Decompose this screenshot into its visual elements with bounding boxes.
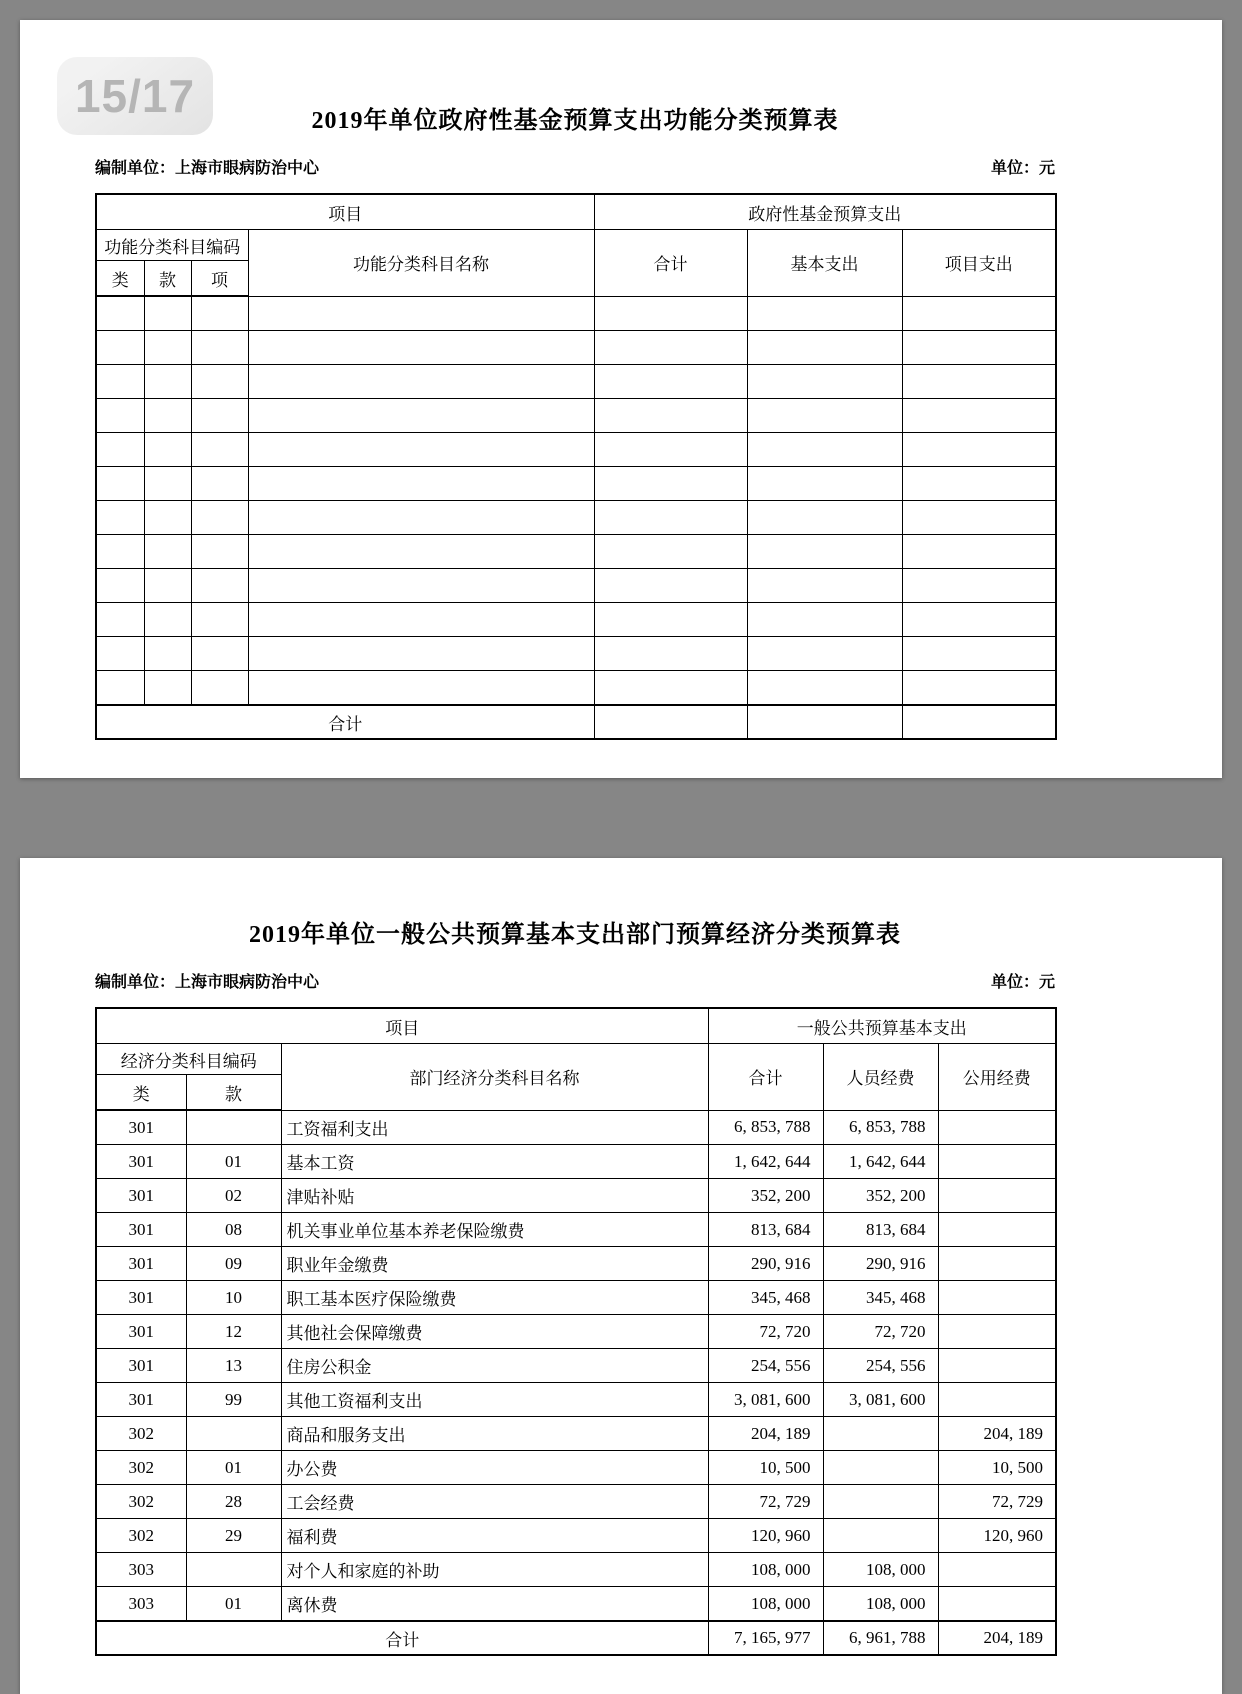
empty-cell (144, 637, 191, 671)
total-label-cell: 合计 (96, 1621, 708, 1655)
empty-row (96, 296, 1056, 331)
header-project-expenditure-cell: 项目支出 (902, 230, 1056, 297)
empty-cell (248, 331, 594, 365)
empty-cell (144, 433, 191, 467)
code-kuan-cell: 01 (186, 1145, 281, 1179)
empty-cell (594, 331, 747, 365)
code-lei-cell: 301 (96, 1349, 186, 1383)
code-lei-cell: 302 (96, 1519, 186, 1553)
budget-data-row (96, 1519, 1056, 1553)
empty-cell (96, 535, 144, 569)
header-row-2 (96, 230, 1056, 261)
total-row (96, 705, 1056, 739)
empty-cell (144, 365, 191, 399)
amount-public-cell (938, 1213, 1056, 1247)
budget-data-row (96, 1553, 1056, 1587)
empty-cell (747, 467, 902, 501)
budget-data-row (96, 1315, 1056, 1349)
budget-data-row (96, 1213, 1056, 1247)
empty-cell (191, 399, 248, 433)
empty-cell (191, 637, 248, 671)
empty-cell (747, 399, 902, 433)
amount-personnel-cell: 6, 853, 788 (823, 1110, 938, 1145)
amount-total-cell: 1, 642, 644 (708, 1145, 823, 1179)
code-lei-cell: 303 (96, 1553, 186, 1587)
amount-total-cell: 813, 684 (708, 1213, 823, 1247)
empty-cell (594, 671, 747, 706)
empty-cell (144, 535, 191, 569)
empty-cell (96, 501, 144, 535)
subject-name-cell: 职业年金缴费 (281, 1247, 708, 1281)
empty-row (96, 671, 1056, 706)
amount-public-cell (938, 1145, 1056, 1179)
amount-public-cell: 120, 960 (938, 1519, 1056, 1553)
amount-unit-label: 单位：元 (990, 160, 1055, 177)
header-name-column-cell: 功能分类科目名称 (248, 230, 594, 297)
code-kuan-cell: 01 (186, 1587, 281, 1622)
document-page-2 (20, 858, 1222, 1694)
amount-public-cell (938, 1383, 1056, 1417)
code-lei-cell: 302 (96, 1451, 186, 1485)
empty-cell (96, 603, 144, 637)
empty-cell (747, 365, 902, 399)
amount-personnel-cell: 254, 556 (823, 1349, 938, 1383)
empty-cell (144, 399, 191, 433)
amount-personnel-cell (823, 1519, 938, 1553)
code-lei-cell: 301 (96, 1383, 186, 1417)
total-label-cell: 合计 (96, 705, 594, 739)
total-row (96, 1621, 1056, 1655)
subject-name-cell: 离休费 (281, 1587, 708, 1622)
empty-row (96, 365, 1056, 399)
amount-public-cell (938, 1553, 1056, 1587)
header-kuan-cell: 款 (186, 1075, 281, 1111)
empty-cell (96, 365, 144, 399)
amount-total-cell: 345, 468 (708, 1281, 823, 1315)
empty-cell (902, 331, 1056, 365)
empty-row (96, 535, 1056, 569)
empty-cell (191, 433, 248, 467)
code-kuan-cell (186, 1110, 281, 1145)
empty-cell (248, 501, 594, 535)
empty-cell (902, 603, 1056, 637)
code-lei-cell: 301 (96, 1213, 186, 1247)
amount-personnel-cell: 108, 000 (823, 1553, 938, 1587)
subject-name-cell: 职工基本医疗保险缴费 (281, 1281, 708, 1315)
amount-public-cell (938, 1247, 1056, 1281)
amount-personnel-cell (823, 1417, 938, 1451)
prepared-by-label: 编制单位：上海市眼病防治中心 (95, 160, 320, 177)
economic-classification-table (95, 1007, 1057, 1656)
amount-unit-label: 单位：元 (990, 974, 1055, 991)
empty-cell (594, 399, 747, 433)
header-row-1 (96, 1008, 1056, 1044)
empty-cell (594, 637, 747, 671)
subject-name-cell: 住房公积金 (281, 1349, 708, 1383)
subject-name-cell: 工会经费 (281, 1485, 708, 1519)
budget-data-row (96, 1587, 1056, 1622)
total-sum-cell: 7, 165, 977 (708, 1621, 823, 1655)
empty-cell (96, 399, 144, 433)
empty-cell (248, 433, 594, 467)
amount-total-cell: 6, 853, 788 (708, 1110, 823, 1145)
empty-cell (96, 331, 144, 365)
empty-cell (144, 671, 191, 706)
empty-cell (594, 501, 747, 535)
subject-name-cell: 机关事业单位基本养老保险缴费 (281, 1213, 708, 1247)
empty-cell (747, 603, 902, 637)
empty-cell (747, 535, 902, 569)
empty-cell (144, 331, 191, 365)
amount-total-cell: 120, 960 (708, 1519, 823, 1553)
empty-cell (96, 467, 144, 501)
document-title: 2019年单位一般公共预算基本支出部门预算经济分类预算表 (249, 922, 901, 948)
empty-cell (144, 467, 191, 501)
empty-cell (248, 569, 594, 603)
amount-personnel-cell (823, 1451, 938, 1485)
amount-total-cell: 352, 200 (708, 1179, 823, 1213)
subject-name-cell: 工资福利支出 (281, 1110, 708, 1145)
header-total-cell: 合计 (708, 1044, 823, 1111)
subject-name-cell: 基本工资 (281, 1145, 708, 1179)
empty-cell (594, 569, 747, 603)
header-row-1 (96, 194, 1056, 230)
budget-data-row (96, 1145, 1056, 1179)
empty-cell (248, 603, 594, 637)
empty-row (96, 603, 1056, 637)
amount-personnel-cell: 290, 916 (823, 1247, 938, 1281)
code-kuan-cell: 99 (186, 1383, 281, 1417)
subject-name-cell: 津贴补贴 (281, 1179, 708, 1213)
empty-row (96, 399, 1056, 433)
empty-cell (191, 569, 248, 603)
amount-personnel-cell: 1, 642, 644 (823, 1145, 938, 1179)
code-lei-cell: 301 (96, 1179, 186, 1213)
header-expenditure-group-cell: 政府性基金预算支出 (594, 194, 1056, 230)
amount-total-cell: 72, 729 (708, 1485, 823, 1519)
empty-cell (902, 399, 1056, 433)
empty-cell (144, 501, 191, 535)
subject-name-cell: 办公费 (281, 1451, 708, 1485)
document-title: 2019年单位政府性基金预算支出功能分类预算表 (311, 108, 839, 134)
header-lei-cell: 类 (96, 1075, 186, 1111)
code-kuan-cell: 28 (186, 1485, 281, 1519)
meta-row (95, 155, 1055, 178)
amount-total-cell: 108, 000 (708, 1553, 823, 1587)
empty-cell (96, 569, 144, 603)
header-personnel-funds-cell: 人员经费 (823, 1044, 938, 1111)
empty-cell (594, 603, 747, 637)
empty-cell (747, 569, 902, 603)
code-lei-cell: 301 (96, 1281, 186, 1315)
total-personnel-cell: 6, 961, 788 (823, 1621, 938, 1655)
empty-cell (191, 603, 248, 637)
header-name-column-cell: 部门经济分类科目名称 (281, 1044, 708, 1111)
empty-cell (191, 331, 248, 365)
amount-personnel-cell: 352, 200 (823, 1179, 938, 1213)
total-project-cell (902, 705, 1056, 739)
page2-content (95, 858, 1055, 1656)
code-kuan-cell: 02 (186, 1179, 281, 1213)
empty-cell (144, 296, 191, 331)
header-expenditure-group-cell: 一般公共预算基本支出 (708, 1008, 1056, 1044)
empty-cell (594, 365, 747, 399)
document-page-1 (20, 20, 1222, 778)
code-lei-cell: 301 (96, 1110, 186, 1145)
amount-public-cell (938, 1179, 1056, 1213)
empty-row (96, 331, 1056, 365)
amount-personnel-cell: 72, 720 (823, 1315, 938, 1349)
header-code-group-cell: 功能分类科目编码 (96, 230, 248, 261)
code-kuan-cell: 01 (186, 1451, 281, 1485)
amount-total-cell: 204, 189 (708, 1417, 823, 1451)
subject-name-cell: 商品和服务支出 (281, 1417, 708, 1451)
budget-data-row (96, 1383, 1056, 1417)
subject-name-cell: 其他社会保障缴费 (281, 1315, 708, 1349)
amount-public-cell (938, 1315, 1056, 1349)
empty-cell (248, 296, 594, 331)
empty-cell (902, 637, 1056, 671)
empty-cell (747, 331, 902, 365)
empty-cell (902, 501, 1056, 535)
empty-cell (191, 501, 248, 535)
empty-rows-body (96, 296, 1056, 705)
budget-data-row (96, 1349, 1056, 1383)
code-kuan-cell: 08 (186, 1213, 281, 1247)
empty-cell (96, 433, 144, 467)
empty-cell (191, 535, 248, 569)
empty-row (96, 637, 1056, 671)
total-public-cell: 204, 189 (938, 1621, 1056, 1655)
code-lei-cell: 301 (96, 1247, 186, 1281)
header-code-group-cell: 经济分类科目编码 (96, 1044, 281, 1075)
amount-public-cell (938, 1110, 1056, 1145)
amount-public-cell: 204, 189 (938, 1417, 1056, 1451)
code-kuan-cell: 13 (186, 1349, 281, 1383)
empty-cell (96, 296, 144, 331)
empty-cell (747, 637, 902, 671)
empty-row (96, 501, 1056, 535)
empty-cell (248, 535, 594, 569)
empty-cell (902, 296, 1056, 331)
budget-data-row (96, 1451, 1056, 1485)
empty-cell (594, 535, 747, 569)
subject-name-cell: 其他工资福利支出 (281, 1383, 708, 1417)
empty-cell (248, 399, 594, 433)
empty-cell (191, 296, 248, 331)
empty-row (96, 467, 1056, 501)
amount-public-cell (938, 1349, 1056, 1383)
fund-expenditure-table (95, 193, 1057, 740)
code-kuan-cell: 12 (186, 1315, 281, 1349)
empty-cell (144, 603, 191, 637)
amount-total-cell: 3, 081, 600 (708, 1383, 823, 1417)
amount-public-cell: 10, 500 (938, 1451, 1056, 1485)
total-basic-cell (747, 705, 902, 739)
code-kuan-cell (186, 1417, 281, 1451)
code-kuan-cell (186, 1553, 281, 1587)
empty-cell (902, 671, 1056, 706)
header-row-2 (96, 1044, 1056, 1075)
empty-cell (144, 569, 191, 603)
code-lei-cell: 302 (96, 1417, 186, 1451)
code-lei-cell: 301 (96, 1145, 186, 1179)
empty-cell (248, 467, 594, 501)
meta-row (95, 969, 1055, 992)
empty-row (96, 433, 1056, 467)
empty-cell (191, 671, 248, 706)
header-project-cell: 项目 (96, 1008, 708, 1044)
header-kuan-cell: 款 (144, 261, 191, 297)
code-kuan-cell: 10 (186, 1281, 281, 1315)
empty-cell (248, 365, 594, 399)
empty-cell (594, 433, 747, 467)
page-indicator-badge: 15/17 (57, 57, 213, 135)
empty-cell (191, 467, 248, 501)
empty-cell (248, 671, 594, 706)
empty-cell (96, 671, 144, 706)
empty-cell (902, 365, 1056, 399)
empty-cell (747, 296, 902, 331)
data-rows-body (96, 1110, 1056, 1621)
header-total-cell: 合计 (594, 230, 747, 297)
header-project-cell: 项目 (96, 194, 594, 230)
code-kuan-cell: 09 (186, 1247, 281, 1281)
amount-personnel-cell: 3, 081, 600 (823, 1383, 938, 1417)
empty-cell (747, 671, 902, 706)
amount-total-cell: 10, 500 (708, 1451, 823, 1485)
page1-content (95, 20, 1055, 740)
prepared-by-label: 编制单位：上海市眼病防治中心 (95, 974, 320, 991)
empty-cell (594, 296, 747, 331)
empty-cell (747, 433, 902, 467)
total-sum-cell (594, 705, 747, 739)
budget-data-row (96, 1485, 1056, 1519)
empty-cell (96, 637, 144, 671)
header-basic-expenditure-cell: 基本支出 (747, 230, 902, 297)
amount-total-cell: 254, 556 (708, 1349, 823, 1383)
amount-personnel-cell: 345, 468 (823, 1281, 938, 1315)
empty-cell (902, 535, 1056, 569)
empty-row (96, 569, 1056, 603)
code-lei-cell: 301 (96, 1315, 186, 1349)
code-kuan-cell: 29 (186, 1519, 281, 1553)
empty-cell (902, 433, 1056, 467)
code-lei-cell: 302 (96, 1485, 186, 1519)
budget-data-row (96, 1417, 1056, 1451)
empty-cell (902, 467, 1056, 501)
subject-name-cell: 对个人和家庭的补助 (281, 1553, 708, 1587)
amount-personnel-cell (823, 1485, 938, 1519)
amount-public-cell (938, 1587, 1056, 1622)
amount-personnel-cell: 813, 684 (823, 1213, 938, 1247)
empty-cell (594, 467, 747, 501)
subject-name-cell: 福利费 (281, 1519, 708, 1553)
amount-personnel-cell: 108, 000 (823, 1587, 938, 1622)
amount-total-cell: 290, 916 (708, 1247, 823, 1281)
amount-total-cell: 108, 000 (708, 1587, 823, 1622)
empty-cell (191, 365, 248, 399)
code-lei-cell: 303 (96, 1587, 186, 1622)
budget-data-row (96, 1247, 1056, 1281)
amount-public-cell (938, 1281, 1056, 1315)
budget-data-row (96, 1281, 1056, 1315)
budget-data-row (96, 1110, 1056, 1145)
header-lei-cell: 类 (96, 261, 144, 297)
amount-total-cell: 72, 720 (708, 1315, 823, 1349)
empty-cell (902, 569, 1056, 603)
header-xiang-cell: 项 (191, 261, 248, 297)
empty-cell (747, 501, 902, 535)
budget-data-row (96, 1179, 1056, 1213)
amount-public-cell: 72, 729 (938, 1485, 1056, 1519)
header-public-funds-cell: 公用经费 (938, 1044, 1056, 1111)
empty-cell (248, 637, 594, 671)
